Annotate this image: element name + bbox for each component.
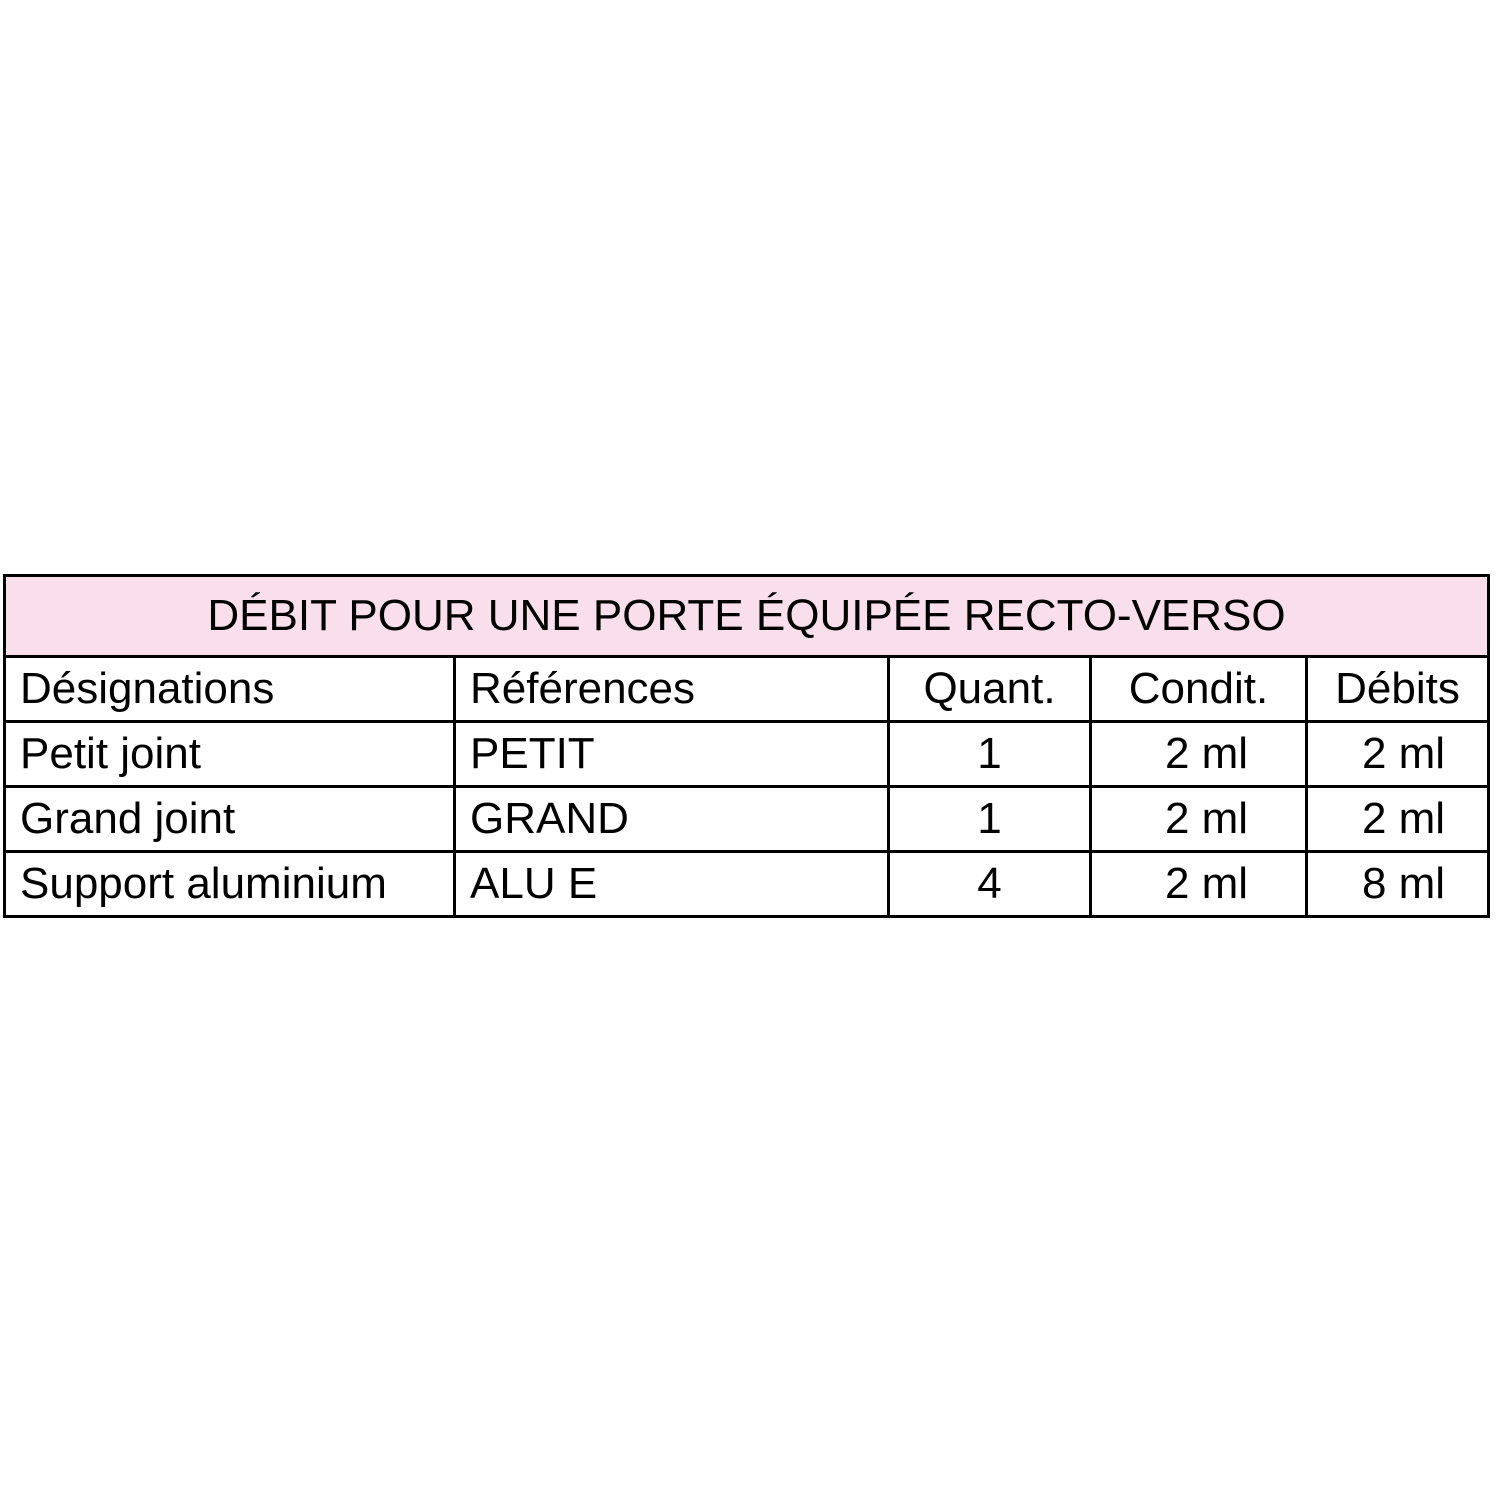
cell-conditioning: 2 ml [1091, 722, 1307, 787]
table-title: DÉBIT POUR UNE PORTE ÉQUIPÉE RECTO-VERSO [5, 576, 1489, 657]
cell-debit: 2 ml [1307, 722, 1489, 787]
header-references: Références [455, 657, 889, 722]
header-conditioning: Condit. [1091, 657, 1307, 722]
cell-quantity: 1 [889, 722, 1091, 787]
cell-quantity: 4 [889, 852, 1091, 917]
cell-conditioning: 2 ml [1091, 852, 1307, 917]
cell-debit: 2 ml [1307, 787, 1489, 852]
cell-designation: Support aluminium [5, 852, 455, 917]
cell-reference: ALU E [455, 852, 889, 917]
cell-debit: 8 ml [1307, 852, 1489, 917]
debit-table [3, 574, 1490, 918]
header-debits: Débits [1307, 657, 1489, 722]
table-row [5, 722, 1489, 787]
cell-quantity: 1 [889, 787, 1091, 852]
header-quantity: Quant. [889, 657, 1091, 722]
cell-conditioning: 2 ml [1091, 787, 1307, 852]
table-row [5, 852, 1489, 917]
cell-reference: PETIT [455, 722, 889, 787]
table-row [5, 787, 1489, 852]
header-designations: Désignations [5, 657, 455, 722]
cell-reference: GRAND [455, 787, 889, 852]
cell-designation: Grand joint [5, 787, 455, 852]
cell-designation: Petit joint [5, 722, 455, 787]
table-header-row [5, 657, 1489, 722]
table-title-row [5, 576, 1489, 657]
